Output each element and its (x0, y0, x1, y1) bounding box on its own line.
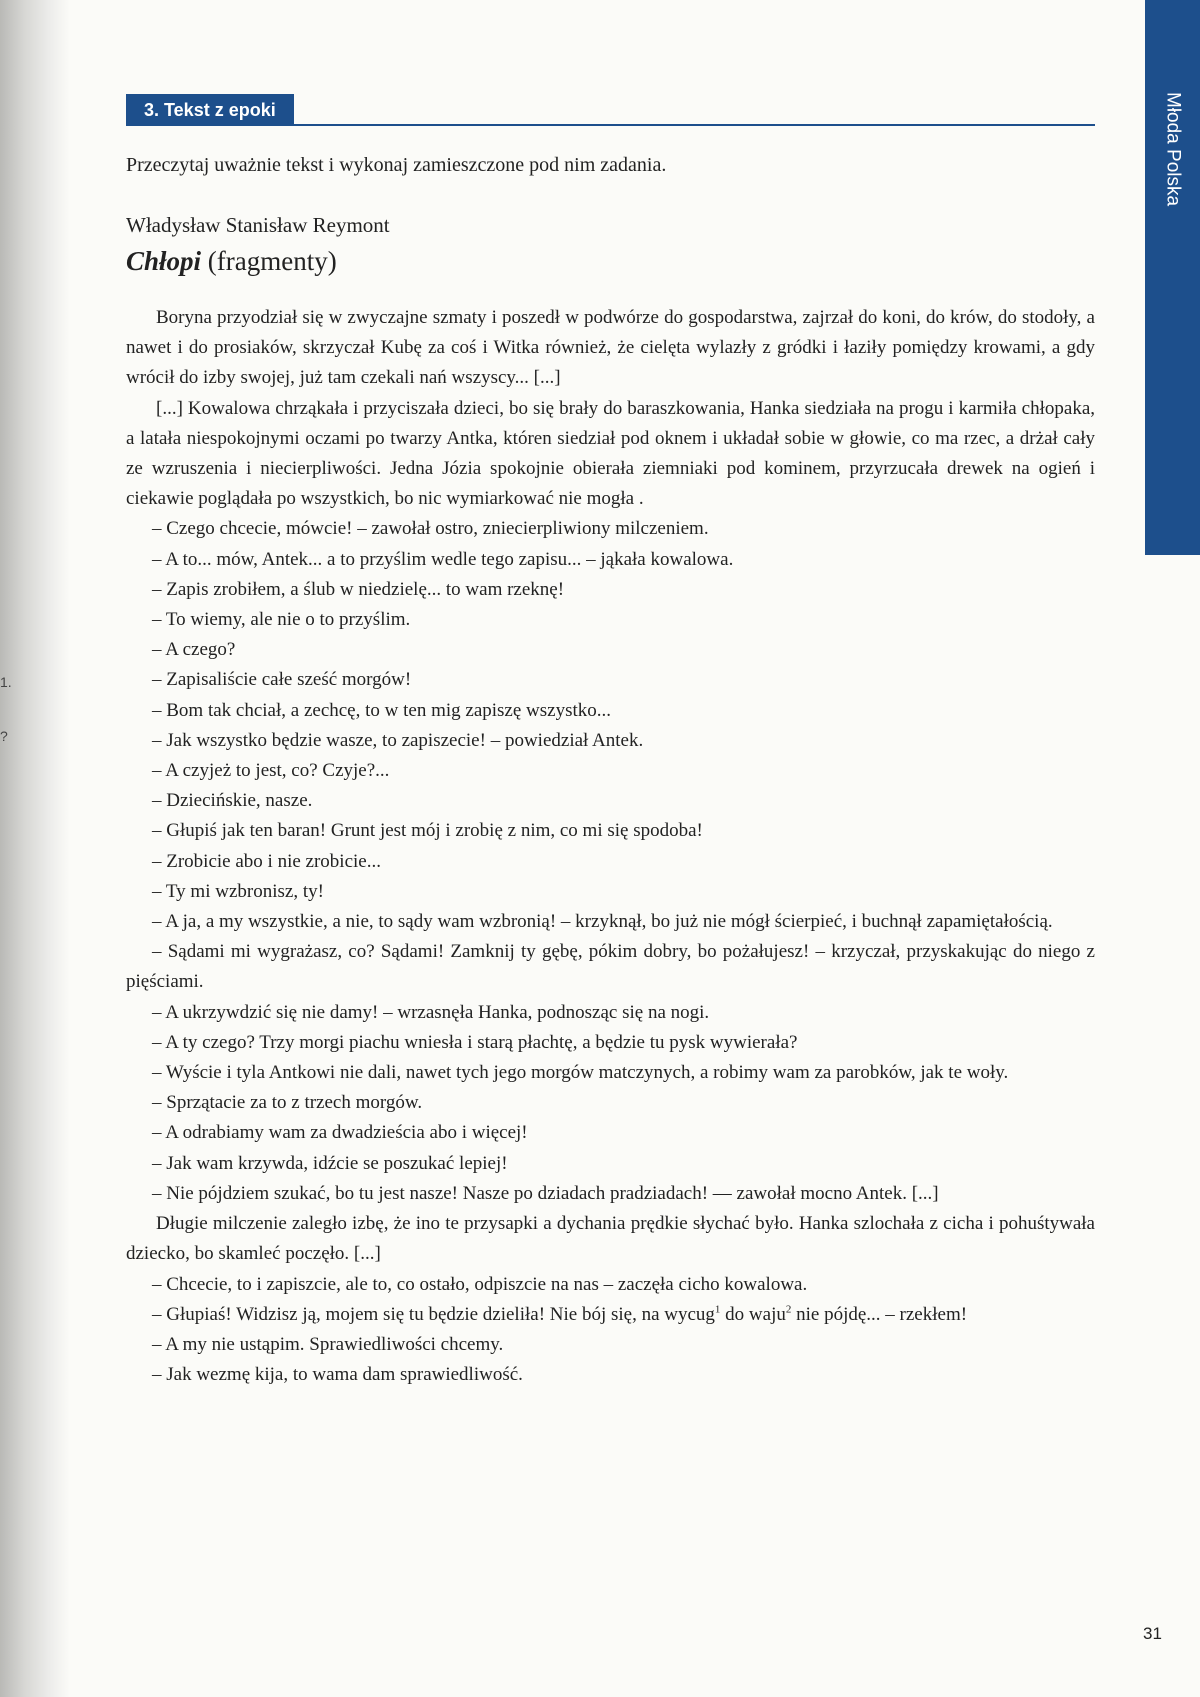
author-name: Władysław Stanisław Reymont (126, 213, 390, 237)
footnote-ref-1: 1 (714, 1303, 721, 1316)
task-instruction: Przeczytaj uważnie tekst i wykonaj zamieszczone pod nim zadania. (126, 154, 667, 176)
page-number: 31 (1143, 1624, 1162, 1643)
footnote-ref-2: 2 (785, 1303, 792, 1316)
dialogue-line: – Dziecińskie, nasze. (152, 790, 313, 812)
footnoted-text-end: nie pójdę... – rzekłem! (791, 1303, 968, 1325)
paragraph: Boryna przyodział się w zwyczajne szmaty i poszedł w podwórze do gospodarstwa, zajrzał do koni, do krów, do stodoły, a nawet i do prosiaków, skrzyczał Kubę za coś i Witka również, że cielęta wylazły z gródki i łaziły pomiędzy krowami, a gdy wrócił do izby swojej, już tam czekali nań wszyscy... [...] (126, 307, 1095, 389)
dialogue-line: – Chcecie, to i zapiszcie, ale to, co ostało, odpiszcie na nas – zaczęła cicho kowalowa. (152, 1273, 808, 1295)
dialogue-line: – Ty mi wzbronisz, ty! (152, 880, 324, 902)
dialogue-line: – A to... mów, Antek... a to przyślim wedle tego zapisu... – jąkała kowalowa. (152, 548, 734, 570)
work-title (126, 246, 337, 277)
chapter-side-tab-label: Młoda Polska (1162, 92, 1184, 207)
footnoted-text-middle: do waju (720, 1303, 786, 1325)
dialogue-line: – Sprzątacie za to z trzech morgów. (152, 1092, 423, 1114)
dialogue-line: – A my nie ustąpim. Sprawiedliwości chcemy. (152, 1333, 504, 1355)
dialogue-line: – A czyjeż to jest, co? Czyje?... (152, 760, 390, 782)
chapter-side-tab (1145, 0, 1200, 555)
margin-mark-2: ? (0, 728, 8, 744)
paragraph: Długie milczenie zaległo izbę, że ino te przysapki a dychania prędkie słychać było. Hanka szlochała z cicha i pohuśtywała dziecko, bo skamleć poczęło. [...] (126, 1213, 1095, 1265)
dialogue-line: – Bom tak chciał, a zechcę, to w ten mig zapiszę wszystko... (152, 699, 612, 721)
dialogue-line: – Jak wam krzywda, idźcie se poszukać lepiej! (152, 1152, 508, 1174)
work-title-main: Chłopi (126, 246, 202, 276)
dialogue-line: – A ukrzywdzić się nie damy! – wrzasnęła Hanka, podnosząc się na nogi. (152, 1001, 710, 1023)
dialogue-line: – A odrabiamy wam za dwadzieścia abo i więcej! (152, 1122, 528, 1144)
dialogue-line: – Zrobicie abo i nie zrobicie... (152, 850, 381, 872)
dialogue-line: – Jak wszystko będzie wasze, to zapiszecie! – powiedział Antek. (152, 729, 644, 751)
dialogue-line: – Nie pójdziem szukać, bo tu jest nasze! Nasze po dziadach pradziadach! — zawołał mocno Antek. [...] (152, 1182, 939, 1204)
margin-mark-1: 1. (0, 674, 12, 690)
dialogue-line: – Czego chcecie, mówcie! – zawołał ostro, zniecierpliwiony milczeniem. (152, 518, 709, 540)
paragraph: [...] Kowalowa chrząkała i przyciszała dzieci, bo się brały do baraszkowania, Hanka siedziała na progu i karmiła chłopaka, a latała niespokojnymi oczami po twarzy Antka, któren siedział pod oknem i układał sobie w głowie, co ma rzec, a drżał cały ze wzruszenia i niecierpliwości. Jedna Józia spokojnie obierała ziemniaki pod kominem, przyrzucała drewek na ogień i ciekawie poglądała po wszystkich, bo nic wymiarkować nie mogła . (126, 397, 1095, 510)
excerpt-text (126, 303, 1095, 1390)
dialogue-line: – Wyście i tyla Antkowi nie dali, nawet tych jego morgów matczynych, a robimy wam za parobków, jak te woły. (152, 1062, 1009, 1084)
dialogue-line: – A ty czego? Trzy morgi piachu wniesła i starą płachtę, a będzie tu pysk wywierała? (152, 1031, 798, 1053)
dialogue-line: – Głupiś jak ten baran! Grunt jest mój i zrobię z nim, co mi się spodoba! (152, 820, 703, 842)
dialogue-line: – To wiemy, ale nie o to przyślim. (152, 609, 411, 631)
dialogue-line: – Zapis zrobiłem, a ślub w niedzielę... to wam rzeknę! (152, 578, 565, 600)
dialogue-line: – Zapisaliście całe sześć morgów! (152, 669, 412, 691)
dialogue-line: – A czego? (152, 639, 236, 661)
dialogue-line: – Sądami mi wygrażasz, co? Sądami! Zamknij ty gębę, pókim dobry, bo pożałujesz! – krzyczał, przyskakując do niego z pięściami. (126, 941, 1095, 993)
section-badge: 3. Tekst z epoki (126, 94, 294, 126)
dialogue-line-footnoted (126, 1300, 1095, 1330)
dialogue-line: – Jak wezmę kija, to wama dam sprawiedliwość. (152, 1364, 523, 1386)
dialogue-line: – A ja, a my wszystkie, a nie, to sądy wam wzbronią! – krzyknął, bo już nie mógł ścierpieć, i buchnął zapamiętałością. (152, 911, 1053, 933)
footnoted-text-start: – Głupiaś! Widzisz ją, mojem się tu będzie dzieliła! Nie bój się, na wycug (152, 1303, 715, 1325)
page-gutter-shadow (0, 0, 70, 1697)
work-title-subtitle: (fragmenty) (207, 246, 337, 276)
